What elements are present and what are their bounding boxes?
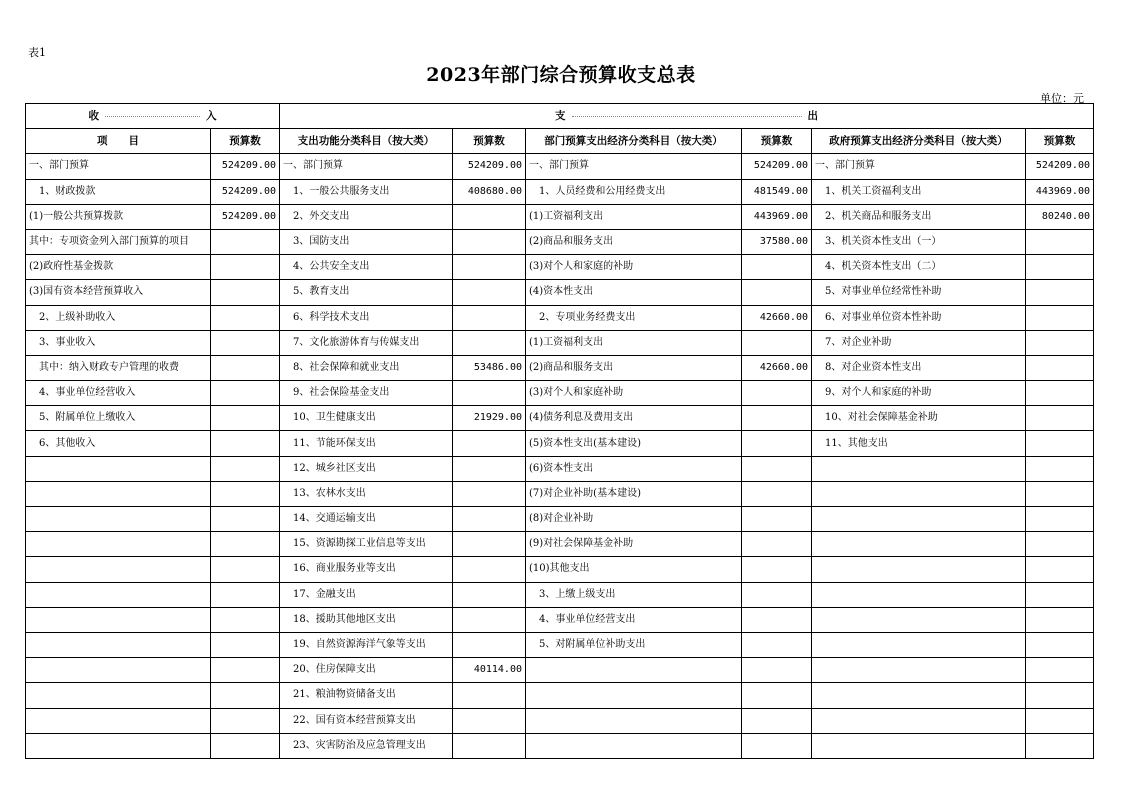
table-row	[26, 658, 1094, 683]
item-cell: 1、财政拨款	[26, 179, 211, 204]
item-cell: 2、外交支出	[280, 204, 453, 229]
amount-cell	[211, 355, 280, 380]
amount-cell: 524209.00	[211, 179, 280, 204]
amount-cell	[453, 255, 526, 280]
item-cell: 17、金融支出	[280, 582, 453, 607]
table-row	[26, 708, 1094, 733]
amount-cell	[1026, 330, 1094, 355]
item-cell: 4、公共安全支出	[280, 255, 453, 280]
item-cell	[812, 632, 1026, 657]
item-cell: (1)工资福利支出	[526, 330, 742, 355]
amount-cell	[742, 431, 812, 456]
item-cell	[26, 683, 211, 708]
item-cell: 8、对企业资本性支出	[812, 355, 1026, 380]
item-cell: 3、事业收入	[26, 330, 211, 355]
item-cell	[26, 708, 211, 733]
item-cell: 11、节能环保支出	[280, 431, 453, 456]
item-cell	[26, 582, 211, 607]
item-cell: (2)商品和服务支出	[526, 229, 742, 254]
amount-cell	[742, 532, 812, 557]
amount-cell	[1026, 632, 1094, 657]
amount-cell	[1026, 255, 1094, 280]
amount-cell: 524209.00	[211, 204, 280, 229]
item-cell: (9)对社会保障基金补助	[526, 532, 742, 557]
column-header: 项 目	[26, 129, 211, 154]
amount-cell	[742, 456, 812, 481]
column-header: 部门预算支出经济分类科目（按大类）	[526, 129, 742, 154]
item-cell: 7、文化旅游体育与传媒支出	[280, 330, 453, 355]
item-cell: 14、交通运输支出	[280, 507, 453, 532]
item-cell	[812, 582, 1026, 607]
item-cell: 5、教育支出	[280, 280, 453, 305]
column-header: 预算数	[453, 129, 526, 154]
table-row	[26, 179, 1094, 204]
table-row	[26, 431, 1094, 456]
item-cell: 一、部门预算	[26, 154, 211, 179]
item-cell	[812, 683, 1026, 708]
table-row	[26, 406, 1094, 431]
amount-cell	[453, 582, 526, 607]
amount-cell	[453, 557, 526, 582]
item-cell: 23、灾害防治及应急管理支出	[280, 733, 453, 758]
table-row	[26, 355, 1094, 380]
amount-cell: 524209.00	[1026, 154, 1094, 179]
table-row	[26, 229, 1094, 254]
amount-cell	[453, 204, 526, 229]
column-header: 预算数	[742, 129, 812, 154]
amount-cell	[1026, 481, 1094, 506]
expense-section-header	[280, 104, 1094, 129]
table-row	[26, 381, 1094, 406]
amount-cell	[211, 305, 280, 330]
amount-cell	[742, 582, 812, 607]
amount-cell	[742, 557, 812, 582]
item-cell: (3)对个人和家庭的补助	[526, 255, 742, 280]
item-cell: (8)对企业补助	[526, 507, 742, 532]
amount-cell	[453, 305, 526, 330]
item-cell	[812, 481, 1026, 506]
amount-cell	[453, 733, 526, 758]
table-row	[26, 204, 1094, 229]
amount-cell	[742, 381, 812, 406]
item-cell: (1)工资福利支出	[526, 204, 742, 229]
item-cell	[812, 733, 1026, 758]
amount-cell	[1026, 229, 1094, 254]
amount-cell	[1026, 381, 1094, 406]
item-cell: (3)国有资本经营预算收入	[26, 280, 211, 305]
column-header-row	[26, 129, 1094, 154]
expense-section-label-right: 出	[807, 110, 818, 123]
amount-cell	[453, 381, 526, 406]
budget-table	[25, 103, 1094, 759]
income-section-label-left: 收	[88, 110, 99, 123]
amount-cell	[1026, 607, 1094, 632]
item-cell: 11、其他支出	[812, 431, 1026, 456]
amount-cell: 80240.00	[1026, 204, 1094, 229]
item-cell: 22、国有资本经营预算支出	[280, 708, 453, 733]
item-cell	[526, 658, 742, 683]
amount-cell	[211, 733, 280, 758]
table-row	[26, 154, 1094, 179]
item-cell: 2、上级补助收入	[26, 305, 211, 330]
item-cell	[812, 607, 1026, 632]
amount-cell	[742, 658, 812, 683]
table-row	[26, 330, 1094, 355]
amount-cell: 53486.00	[453, 355, 526, 380]
amount-cell	[453, 632, 526, 657]
amount-cell	[742, 507, 812, 532]
item-cell	[812, 708, 1026, 733]
table-row	[26, 607, 1094, 632]
item-cell: 4、机关资本性支出（二）	[812, 255, 1026, 280]
amount-cell: 42660.00	[742, 305, 812, 330]
table-row	[26, 280, 1094, 305]
item-cell: 5、附属单位上缴收入	[26, 406, 211, 431]
amount-cell	[211, 708, 280, 733]
item-cell	[526, 683, 742, 708]
section-header-row	[26, 104, 1094, 129]
item-cell: 20、住房保障支出	[280, 658, 453, 683]
amount-cell	[742, 708, 812, 733]
item-cell	[26, 658, 211, 683]
table-row	[26, 683, 1094, 708]
item-cell: 16、商业服务业等支出	[280, 557, 453, 582]
item-cell: 6、其他收入	[26, 431, 211, 456]
page-title: 2023年部门综合预算收支总表	[426, 64, 696, 86]
amount-cell	[1026, 683, 1094, 708]
amount-cell	[453, 708, 526, 733]
amount-cell	[211, 532, 280, 557]
item-cell: 1、一般公共服务支出	[280, 179, 453, 204]
item-cell: 15、资源勘探工业信息等支出	[280, 532, 453, 557]
item-cell: 9、对个人和家庭的补助	[812, 381, 1026, 406]
amount-cell	[1026, 507, 1094, 532]
item-cell	[26, 481, 211, 506]
amount-cell	[1026, 557, 1094, 582]
item-cell: 5、对事业单位经常性补助	[812, 280, 1026, 305]
item-cell: 18、援助其他地区支出	[280, 607, 453, 632]
item-cell: 一、部门预算	[812, 154, 1026, 179]
amount-cell: 524209.00	[211, 154, 280, 179]
amount-cell	[742, 406, 812, 431]
item-cell: (10)其他支出	[526, 557, 742, 582]
item-cell: 7、对企业补助	[812, 330, 1026, 355]
income-section-label-right: 入	[206, 110, 217, 123]
item-cell: 13、农林水支出	[280, 481, 453, 506]
item-cell: (4)资本性支出	[526, 280, 742, 305]
amount-cell: 40114.00	[453, 658, 526, 683]
table-row	[26, 255, 1094, 280]
amount-cell	[1026, 431, 1094, 456]
amount-cell	[211, 431, 280, 456]
item-cell: (5)资本性支出(基本建设)	[526, 431, 742, 456]
unit-label: 单位：元	[1040, 92, 1084, 105]
amount-cell	[453, 507, 526, 532]
amount-cell	[211, 456, 280, 481]
item-cell: 4、事业单位经营收入	[26, 381, 211, 406]
amount-cell	[1026, 406, 1094, 431]
item-cell: 3、国防支出	[280, 229, 453, 254]
amount-cell	[453, 330, 526, 355]
table-row	[26, 481, 1094, 506]
amount-cell	[742, 330, 812, 355]
amount-cell	[211, 658, 280, 683]
amount-cell: 524209.00	[742, 154, 812, 179]
table-row	[26, 532, 1094, 557]
item-cell: 6、科学技术支出	[280, 305, 453, 330]
amount-cell	[211, 406, 280, 431]
amount-cell: 408680.00	[453, 179, 526, 204]
item-cell: (2)政府性基金拨款	[26, 255, 211, 280]
item-cell	[26, 632, 211, 657]
amount-cell	[453, 481, 526, 506]
item-cell	[812, 658, 1026, 683]
amount-cell	[453, 431, 526, 456]
item-cell	[26, 456, 211, 481]
item-cell	[812, 532, 1026, 557]
amount-cell: 37580.00	[742, 229, 812, 254]
amount-cell	[1026, 532, 1094, 557]
amount-cell	[211, 582, 280, 607]
item-cell: (2)商品和服务支出	[526, 355, 742, 380]
amount-cell	[742, 607, 812, 632]
table-row	[26, 557, 1094, 582]
item-cell: 其中：专项资金列入部门预算的项目	[26, 229, 211, 254]
table-number: 表1	[28, 46, 46, 59]
amount-cell	[742, 255, 812, 280]
table-row	[26, 733, 1094, 758]
item-cell: (6)资本性支出	[526, 456, 742, 481]
amount-cell	[1026, 355, 1094, 380]
item-cell: 19、自然资源海洋气象等支出	[280, 632, 453, 657]
table-row	[26, 305, 1094, 330]
item-cell: 1、人员经费和公用经费支出	[526, 179, 742, 204]
amount-cell	[453, 456, 526, 481]
amount-cell	[453, 607, 526, 632]
amount-cell: 21929.00	[453, 406, 526, 431]
item-cell: 6、对事业单位资本性补助	[812, 305, 1026, 330]
item-cell: 一、部门预算	[526, 154, 742, 179]
item-cell: 4、事业单位经营支出	[526, 607, 742, 632]
amount-cell	[742, 733, 812, 758]
amount-cell	[211, 381, 280, 406]
item-cell	[812, 507, 1026, 532]
amount-cell	[211, 330, 280, 355]
amount-cell	[1026, 280, 1094, 305]
item-cell	[26, 507, 211, 532]
amount-cell	[211, 607, 280, 632]
item-cell: 1、机关工资福利支出	[812, 179, 1026, 204]
item-cell: 2、机关商品和服务支出	[812, 204, 1026, 229]
amount-cell: 443969.00	[1026, 179, 1094, 204]
amount-cell: 524209.00	[453, 154, 526, 179]
amount-cell: 481549.00	[742, 179, 812, 204]
column-header: 预算数	[1026, 129, 1094, 154]
item-cell: (7)对企业补助(基本建设)	[526, 481, 742, 506]
amount-cell: 42660.00	[742, 355, 812, 380]
amount-cell	[211, 280, 280, 305]
amount-cell	[1026, 456, 1094, 481]
amount-cell	[742, 280, 812, 305]
amount-cell	[211, 255, 280, 280]
column-header: 支出功能分类科目（按大类）	[280, 129, 453, 154]
amount-cell	[211, 632, 280, 657]
income-section-header	[26, 104, 280, 129]
amount-cell	[1026, 582, 1094, 607]
table-row	[26, 582, 1094, 607]
table-row	[26, 456, 1094, 481]
amount-cell	[1026, 658, 1094, 683]
item-cell	[26, 733, 211, 758]
item-cell: 2、专项业务经费支出	[526, 305, 742, 330]
item-cell	[812, 456, 1026, 481]
item-cell	[26, 607, 211, 632]
item-cell	[26, 557, 211, 582]
amount-cell	[453, 532, 526, 557]
item-cell: (1)一般公共预算拨款	[26, 204, 211, 229]
amount-cell	[742, 481, 812, 506]
amount-cell	[211, 229, 280, 254]
item-cell: 8、社会保障和就业支出	[280, 355, 453, 380]
amount-cell	[453, 229, 526, 254]
amount-cell	[453, 280, 526, 305]
amount-cell	[211, 481, 280, 506]
amount-cell	[211, 507, 280, 532]
item-cell: 9、社会保险基金支出	[280, 381, 453, 406]
item-cell: 5、对附属单位补助支出	[526, 632, 742, 657]
amount-cell	[1026, 733, 1094, 758]
item-cell: 一、部门预算	[280, 154, 453, 179]
item-cell: 10、卫生健康支出	[280, 406, 453, 431]
item-cell	[26, 532, 211, 557]
item-cell	[526, 708, 742, 733]
amount-cell	[1026, 708, 1094, 733]
amount-cell	[742, 632, 812, 657]
column-header: 预算数	[211, 129, 280, 154]
item-cell: 3、上缴上级支出	[526, 582, 742, 607]
item-cell: 其中：纳入财政专户管理的收费	[26, 355, 211, 380]
expense-section-label-left: 支	[555, 110, 566, 123]
item-cell: 3、机关资本性支出（一）	[812, 229, 1026, 254]
amount-cell: 443969.00	[742, 204, 812, 229]
amount-cell	[1026, 305, 1094, 330]
amount-cell	[211, 557, 280, 582]
table-row	[26, 507, 1094, 532]
amount-cell	[453, 683, 526, 708]
item-cell	[812, 557, 1026, 582]
table-row	[26, 632, 1094, 657]
column-header: 政府预算支出经济分类科目（按大类）	[812, 129, 1026, 154]
item-cell: (3)对个人和家庭补助	[526, 381, 742, 406]
item-cell: 10、对社会保障基金补助	[812, 406, 1026, 431]
amount-cell	[211, 683, 280, 708]
amount-cell	[742, 683, 812, 708]
item-cell: 21、粮油物资储备支出	[280, 683, 453, 708]
item-cell	[526, 733, 742, 758]
item-cell: (4)债务利息及费用支出	[526, 406, 742, 431]
item-cell: 12、城乡社区支出	[280, 456, 453, 481]
